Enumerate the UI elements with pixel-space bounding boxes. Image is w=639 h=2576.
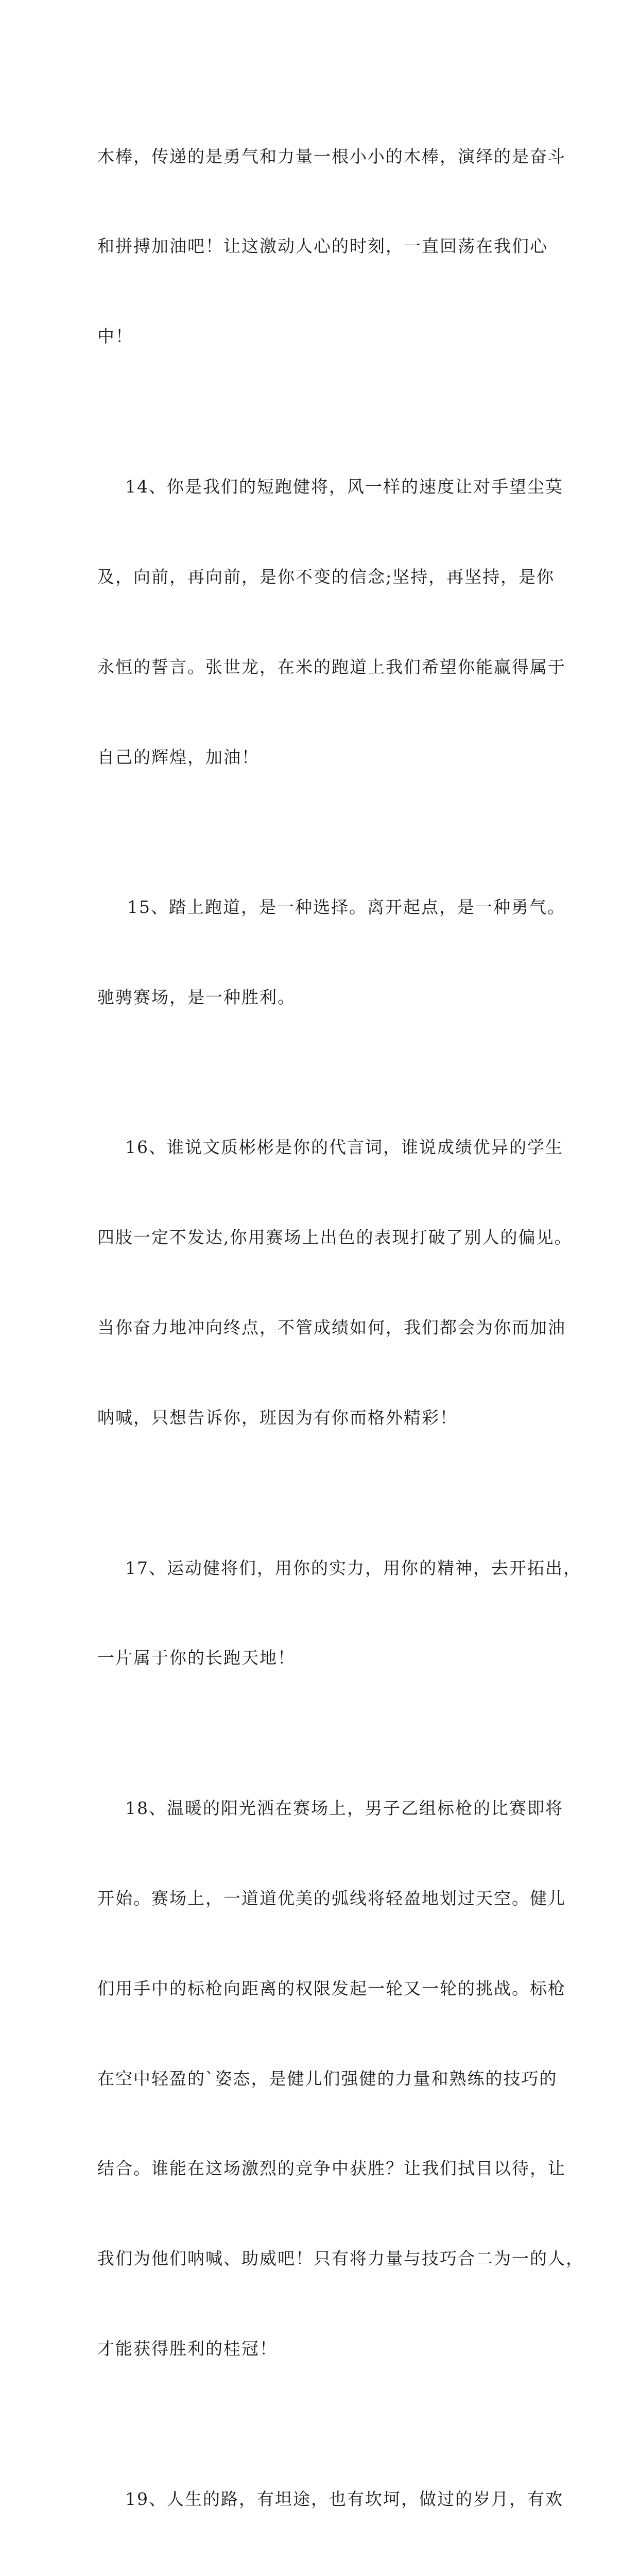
text-line: 14、你是我们的短跑健将，风一样的速度让对手望尘莫 xyxy=(125,476,563,497)
paragraph-14 xyxy=(97,412,566,832)
text-line: 结合。谁能在这场激烈的竞争中获胜？让我们拭目以待，让 xyxy=(97,2158,566,2179)
text-line: 及，向前，再向前，是你不变的信念;坚持，再坚持，是你 xyxy=(97,566,555,587)
text-line: 当你奋力地冲向终点，不管成绩如何，我们都会为你而加油 xyxy=(97,1317,566,1338)
text-line: 16、谁说文质彬彬是你的代言词，谁说成绩优异的学生 xyxy=(125,1137,563,1158)
paragraph-16 xyxy=(97,1073,573,1493)
text-line: 17、运动健将们，用你的实力，用你的精神，去开拓出， xyxy=(125,1557,581,1578)
text-line: 开始。赛场上，一道道优美的弧线将轻盈地划过天空。健儿 xyxy=(97,1888,566,1908)
paragraph-19 xyxy=(97,2424,563,2576)
text-line xyxy=(97,2574,556,2576)
paragraph-13-continuation xyxy=(97,81,566,412)
text-line: 才能获得胜利的桂冠！ xyxy=(97,2338,278,2359)
text-line: 和拼搏加油吧！让这激动人心的时刻，一直回荡在我们心 xyxy=(97,236,548,257)
document-body xyxy=(97,81,584,2576)
text-line: 自己的辉煌，加油！ xyxy=(97,747,260,767)
text-line: 中！ xyxy=(97,326,133,347)
text-line: 们用手中的标枪向距离的权限发起一轮又一轮的挑战。标枪 xyxy=(97,1978,566,1998)
text-line: 18、温暖的阳光洒在赛场上，男子乙组标枪的比赛即将 xyxy=(125,1798,563,1818)
text-line: 15、踏上跑道，是一种选择。离开起点，是一种勇气。 xyxy=(127,897,565,918)
paragraph-17 xyxy=(97,1493,581,1733)
text-line: 驰骋赛场，是一种胜利。 xyxy=(97,987,296,1007)
text-line: 19、人生的路，有坦途，也有坎坷，做过的岁月，有欢 xyxy=(125,2488,563,2509)
paragraph-18 xyxy=(97,1733,584,2424)
text-line: 四肢一定不发达,你用赛场上出色的表现打破了别人的偏见。 xyxy=(97,1227,573,1248)
text-line: 木棒，传递的是勇气和力量一根小小的木棒，演绎的是奋斗 xyxy=(97,146,566,166)
text-line: 永恒的誓言。张世龙，在米的跑道上我们希望你能赢得属于 xyxy=(97,656,566,677)
text-line: 一片属于你的长跑天地！ xyxy=(97,1648,296,1668)
text-line: 呐喊，只想告诉你，班因为有你而格外精彩！ xyxy=(97,1408,458,1428)
text-line: 我们为他们呐喊、助威吧！只有将力量与技巧合二为一的人， xyxy=(97,2248,584,2269)
text-line: 在空中轻盈的`姿态，是健儿们强健的力量和熟练的技巧的 xyxy=(97,2068,558,2089)
paragraph-15 xyxy=(97,832,565,1072)
